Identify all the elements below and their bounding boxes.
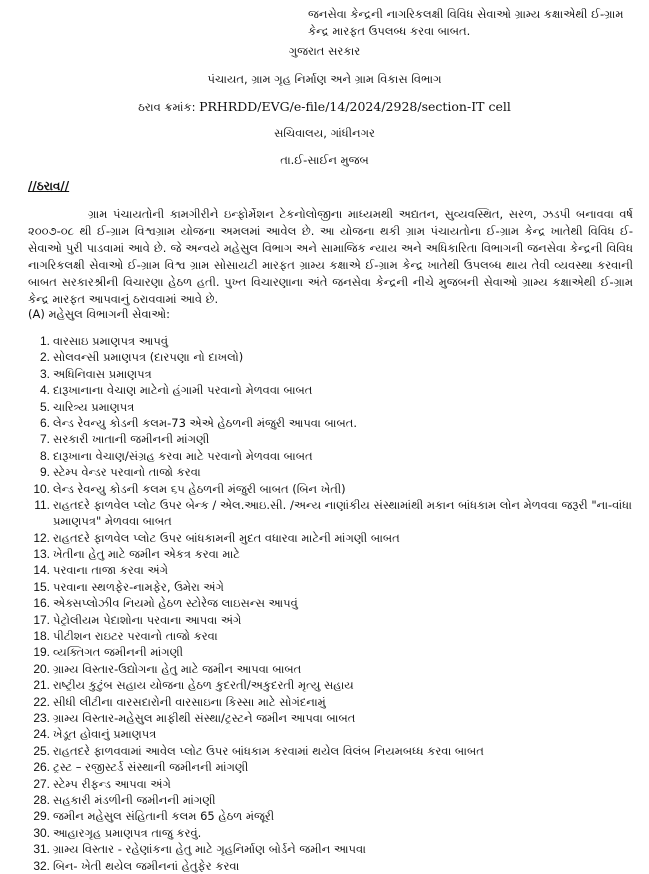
list-item <box>28 743 643 759</box>
list-item <box>28 546 643 562</box>
list-item-text: લેન્ડ રેવન્યુ કોડની કલમ ૬૫ હેઠળની મંજુરી બાબત (બિન ખેતી) <box>53 481 346 496</box>
list-item-number: 28. <box>33 792 50 807</box>
list-item <box>28 481 643 497</box>
date-line: તા.ઈ-સાઈન મુજબ <box>280 153 369 167</box>
list-item-number: 8. <box>39 448 50 463</box>
list-item-text: સીધી લીટીના વારસદારોની વારસાઇના કિસ્સા માટે સોગંદનામું <box>53 694 326 709</box>
place: સચિવાલય, ગાંધીનગર <box>274 126 375 140</box>
list-item-number: 25. <box>33 743 50 758</box>
list-item <box>28 808 643 824</box>
list-item <box>28 595 643 611</box>
list-item-text: રાહતદરે ફાળવેલ પ્લોટ ઉપર બેન્ક / એલ.આઇ.સી. /અન્ય નાણાંકીય સંસ્થામાંથી મકાન બાંધકામ લોન મેળવવા જરૂરી "ના-વાંધા પ્રમાણપત્ર" મેળવવા બાબત <box>53 497 632 529</box>
list-item <box>28 431 643 447</box>
list-item-number: 24. <box>33 727 50 742</box>
list-item-number: 29. <box>33 809 50 824</box>
list-item-text: પરવાના સ્થળફેર-નામફેર, ઉમેરા અંગે <box>53 579 224 594</box>
list-item-number: 14. <box>33 563 50 578</box>
list-item-text: દારૂખાના વેચાણ/સંગ્રહ કરવા માટે પરવાનો મેળવવા બાબત <box>53 448 313 463</box>
list-item-text: એક્સપ્લોઝીવ નિયમો હેઠળ સ્ટોરેજ લાઇસન્સ આપવું <box>53 596 298 611</box>
list-item <box>28 579 643 595</box>
list-item-number: 9. <box>39 465 50 480</box>
service-list <box>28 333 643 874</box>
list-item-text: ગ્રામ્ય વિસ્તાર-ઉદ્યોગના હેતુ માટે જમીન આપવા બાબત <box>53 661 302 676</box>
list-item <box>28 841 643 857</box>
list-item-number: 22. <box>33 694 50 709</box>
list-item <box>28 497 643 530</box>
list-item-number: 31. <box>33 842 50 857</box>
list-item <box>28 366 643 382</box>
list-item <box>28 562 643 578</box>
list-item-text: રાષ્ટ્રીય કુટુંબ સહાય યોજના હેઠળ કુદરતી/અકુદરતી મૃત્યુ સહાય <box>53 678 354 693</box>
list-item-text: દારૂખાનાના વેચાણ માટેનો હંગામી પરવાનો મેળવવા બાબત <box>53 383 313 398</box>
list-item-number: 1. <box>39 334 50 348</box>
list-item-number: 16. <box>33 596 50 611</box>
department-name: પંચાયત, ગ્રામ ગૃહ નિર્માણ અને ગ્રામ વિકાસ વિભાગ <box>207 72 442 86</box>
list-item-text: રાહતદરે ફાળવેલ પ્લોટ ઉપર બાંધકામની મુદત વધારવા માટેની માંગણી બાબત <box>53 530 400 545</box>
list-item-number: 7. <box>39 432 50 447</box>
list-item-number: 21. <box>33 678 50 693</box>
list-item-number: 26. <box>33 760 50 775</box>
list-item-number: 20. <box>33 661 50 676</box>
list-item-text: ખેતીના હેતુ માટે જમીન એકત્ર કરવા માટે <box>53 547 240 562</box>
list-item <box>28 677 643 693</box>
list-item-number: 6. <box>39 415 50 430</box>
list-item-number: 10. <box>33 481 50 496</box>
list-item-text: ચારિત્ર્ય પ્રમાણપત્ર <box>53 399 135 414</box>
list-item <box>28 726 643 742</box>
list-item-text: સરકારી ખાતાની જમીનની માંગણી <box>53 432 210 447</box>
list-item-number: 4. <box>39 383 50 398</box>
list-item <box>28 628 643 644</box>
list-item <box>28 382 643 398</box>
list-item-text: સ્ટેમ્પ વેન્ડર પરવાનો તાજો કરવા <box>53 465 201 480</box>
list-item <box>28 448 643 464</box>
list-item <box>28 612 643 628</box>
list-item <box>28 759 643 775</box>
list-item <box>28 399 643 415</box>
list-item <box>28 644 643 660</box>
list-item-text: બિન- ખેતી થયેલ જમીનનાં હેતુફેર કરવા <box>53 858 240 873</box>
list-item <box>28 776 643 792</box>
list-item-text: ગ્રામ્ય વિસ્તાર-મહેસુલ માફીથી સંસ્થા/ટ્રસ્ટને જમીન આપવા બાબત <box>53 711 356 725</box>
list-item-text: ખેડૂત હોવાનું પ્રમાણપત્ર <box>53 727 157 742</box>
list-item <box>28 464 643 480</box>
list-item <box>28 349 643 365</box>
list-item <box>28 530 643 546</box>
list-item-text: પીટીશન રાઇટર પરવાનો તાજો કરવા <box>53 629 218 644</box>
list-item-text: સોલવન્સી પ્રમાણપત્ર (દારપણા નો દાખલો) <box>53 350 244 365</box>
list-item-number: 11. <box>34 497 50 512</box>
list-item <box>28 858 643 874</box>
list-item-text: સ્ટેમ્પ રીફન્ડ આપવા અંગે <box>53 776 171 791</box>
list-item-text: રાહતદરે ફાળવવામાં આવેલ પ્લોટ ઉપર બાંધકામ કરવામાં થયેલ વિલંબ નિયમબધ્ધ કરવા બાબત <box>53 743 484 758</box>
government-name: ગુજરાત સરકાર <box>288 44 361 58</box>
list-item-text: આહારગૃહ પ્રમાણપત્ર તાજુ કરવું. <box>53 825 202 840</box>
list-item-number: 32. <box>33 858 50 873</box>
resolution-number-label: ઠરાવ ક્રમાંક: <box>138 100 196 114</box>
list-item-text: ગ્રામ્ય વિસ્તાર - રહેણાંકના હેતુ માટે ગૃહનિર્માણ બોર્ડને જમીન આપવા <box>53 842 366 857</box>
list-item-text: જમીન મહેસુલ સંહિતાની કલમ 65 હેઠળ મંજૂરી <box>53 809 275 824</box>
list-item <box>28 333 643 349</box>
list-item-text: સહકારી મંડળીની જમીનની માંગણી <box>53 792 216 807</box>
list-item-number: 19. <box>33 645 50 660</box>
list-item-text: ટ્રસ્ટ – રજીસ્ટર્ડ સંસ્થાની જમીનની માંગણી <box>53 760 249 775</box>
resolution-number: PRHRDD/EVG/e-file/14/2024/2928/section-IT cell <box>199 99 511 114</box>
subject-line: જનસેવા કેન્દ્રની નાગરિકલક્ષી વિવિધ સેવાઓ ગ્રામ્ય કક્ષાએથી ઈ-ગ્રામ કેન્દ્ર મારફત ઉપલબ્ધ કરવા બાબત. <box>308 7 624 38</box>
list-item-text: પેટ્રોલીયમ પેદાશોના પરવાના આપવા અંગે <box>53 612 242 627</box>
list-item-number: 17. <box>33 612 50 627</box>
list-item-number: 3. <box>39 366 50 381</box>
list-item-number: 18. <box>33 629 50 644</box>
list-item-text: અધિનિવાસ પ્રમાણપત્ર <box>53 366 152 381</box>
list-item-number: 5. <box>39 399 50 414</box>
resolution-number-line <box>0 99 649 115</box>
section-a-heading: (A) મહેસુલ વિભાગની સેવાઓ: <box>28 307 170 321</box>
list-item-number: 13. <box>33 547 50 562</box>
resolution-heading: //ઠરાવ// <box>28 179 70 193</box>
list-item-text: વારસાઇ પ્રમાણપત્ર આપવું <box>53 334 168 348</box>
list-item-number: 30. <box>33 825 50 840</box>
list-item <box>28 710 643 726</box>
list-item-text: લેન્ડ રેવન્યુ કોડની કલમ-73 એએ હેઠળની મંજુરી આપવા બાબત. <box>53 415 358 430</box>
list-item-number: 15. <box>33 579 50 594</box>
list-item <box>28 415 643 431</box>
list-item-number: 12. <box>33 530 50 545</box>
list-item <box>28 694 643 710</box>
list-item <box>28 661 643 677</box>
list-item-number: 23. <box>33 711 50 725</box>
list-item <box>28 792 643 808</box>
list-item-text: પરવાના તાજા કરવા અંગે <box>53 563 168 578</box>
list-item-number: 27. <box>33 776 50 791</box>
list-item-text: વ્યક્તિગત જમીનની માંગણી <box>53 645 183 660</box>
list-item-number: 2. <box>39 350 50 365</box>
body-paragraph: ગ્રામ પંચાયતોની કામગીરીને ઇન્ફોર્મેશન ટેકનોલોજીના માધ્યમથી અદ્યતન, સુવ્યવસ્થિત, સરળ, ઝડપી બનાવવા વર્ષ ૨૦૦૭-૦૮ થી ઈ-ગ્રામ વિશ્વગ્રામ યોજના અમલમાં આવેલ છે. આ યોજના થકી ગ્રામ પંચાયતોના ઈ-ગ્રામ કેન્દ્ર ખાતેથી વિવિધ ઈ-સેવાઓ પુરી પાડવામાં આવે છે. જે અન્વયે મહેસુલ વિભાગ અને સામાજિક ન્યાય અને અધિકારિતા વિભાગની જનસેવા કેન્દ્રની વિવિધ નાગરિકલક્ષી સેવાઓ ઈ-ગ્રામ વિશ્વ ગ્રામ સોસાયટી મારફત ગ્રામ્ય કક્ષાએ ઈ-ગ્રામ કેન્દ્ર ખાતેથી ઉપલબ્ધ થાય તેવી વ્યવસ્થા કરવાની બાબત સરકારશ્રીની વિચારણા હેઠળ હતી. પુખ્ત વિચારણાના અંતે જનસેવા કેન્દ્રની નીચે મુજબની સેવાઓ ગ્રામ્ય કક્ષાએથી ઈ-ગ્રામ કેન્દ્ર મારફત આપવાનું ઠરાવવામાં આવે છે. <box>28 207 633 306</box>
